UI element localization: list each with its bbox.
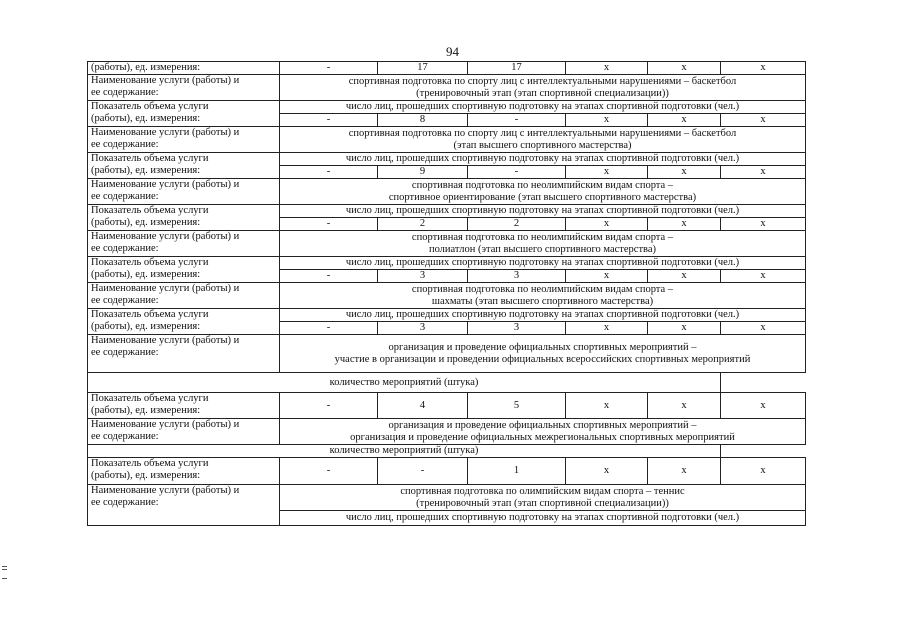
page-number: 94 (446, 44, 459, 59)
label-line: ее содержание: (91, 431, 159, 442)
value-cell: - (280, 270, 378, 283)
service-name-label (88, 127, 280, 153)
value-cell: x (566, 218, 648, 231)
label-line: Наименование услуги (работы) и (91, 485, 240, 496)
service-name-label (88, 485, 280, 526)
service-description-line: спортивная подготовка по олимпийским видам спорта – теннис (400, 485, 685, 497)
indicator-unit: число лиц, прошедших спортивную подготовку на этапах спортивной подготовки (чел.) (280, 153, 806, 166)
indicator-unit: число лиц, прошедших спортивную подготовку на этапах спортивной подготовки (чел.) (280, 309, 806, 322)
value-cell: x (566, 393, 648, 419)
indicator-label (88, 309, 280, 335)
label-line: ее содержание: (91, 347, 159, 358)
label-line: (работы), ед. измерения: (91, 321, 201, 332)
service-description-line: спортивная подготовка по неолимпийским видам спорта – (411, 179, 674, 191)
value-cell: x (648, 393, 721, 419)
value-cell: x (648, 114, 721, 127)
margin-mark (2, 566, 7, 567)
label-line: ее содержание: (91, 87, 159, 98)
value-cell: 3 (378, 322, 468, 335)
value-cell: x (721, 393, 806, 419)
value-cell: x (721, 166, 806, 179)
value-cell: x (566, 166, 648, 179)
indicator-label (88, 257, 280, 283)
value-cell: 2 (378, 218, 468, 231)
service-description-line: спортивное ориентирование (этап высшего спортивного мастерства) (388, 191, 697, 203)
indicator-unit: число лиц, прошедших спортивную подготовку на этапах спортивной подготовки (чел.) (280, 511, 806, 526)
table-row (88, 257, 806, 270)
service-description-line: полиатлон (этап высшего спортивного мастерства) (428, 243, 657, 255)
table-row (88, 309, 806, 322)
label-line: (работы), ед. измерения: (91, 269, 201, 280)
table-row (88, 283, 806, 309)
indicator-unit: число лиц, прошедших спортивную подготовку на этапах спортивной подготовки (чел.) (280, 205, 806, 218)
value-cell: x (648, 322, 721, 335)
value-cell: - (280, 114, 378, 127)
value-cell: 2 (468, 218, 566, 231)
value-cell: x (721, 458, 806, 485)
service-name-label (88, 179, 280, 205)
margin-mark (2, 578, 7, 579)
indicator-unit: число лиц, прошедших спортивную подготовку на этапах спортивной подготовки (чел.) (280, 101, 806, 114)
value-cell: x (566, 322, 648, 335)
label-line: (работы), ед. измерения: (91, 405, 201, 416)
table-row (88, 485, 806, 511)
label-line: (работы), ед. измерения: (91, 113, 201, 124)
value-cell: - (280, 458, 378, 485)
service-description-line: (этап высшего спортивного мастерства) (453, 139, 632, 151)
table-row (88, 75, 806, 101)
value-cell: - (378, 458, 468, 485)
value-cell: 17 (378, 62, 468, 75)
table-row (88, 373, 806, 393)
table-body (88, 62, 806, 526)
value-cell: 3 (468, 270, 566, 283)
service-name-label (88, 419, 280, 445)
indicator-label (88, 153, 280, 179)
service-description (280, 485, 806, 511)
value-cell: 3 (468, 322, 566, 335)
service-description-line: (тренировочный этап (этап спортивной специализации)) (416, 87, 669, 99)
value-cell: 3 (378, 270, 468, 283)
label-line: ее содержание: (91, 139, 159, 150)
label-line: Наименование услуги (работы) и (91, 179, 240, 190)
indicator-unit: число лиц, прошедших спортивную подготовку на этапах спортивной подготовки (чел.) (280, 257, 806, 270)
indicator-unit: количество мероприятий (штука) (88, 445, 721, 458)
label-line: (работы), ед. измерения: (91, 217, 201, 228)
value-cell: x (566, 458, 648, 485)
value-cell: x (721, 218, 806, 231)
indicator-label (88, 205, 280, 231)
table-row (88, 445, 806, 458)
table-row (88, 231, 806, 257)
service-description-line: организация и проведение официальных межрегиональных спортивных мероприятий (350, 431, 735, 443)
service-description-line: организация и проведение официальных спортивных мероприятий – (388, 419, 697, 431)
margin-mark (2, 569, 7, 570)
label-line: (работы), ед. измерения: (91, 470, 201, 481)
service-name-label (88, 335, 280, 373)
value-cell: x (648, 458, 721, 485)
table-row (88, 127, 806, 153)
service-description-line: организация и проведение официальных спортивных мероприятий – (388, 341, 697, 353)
service-description-line: спортивная подготовка по спорту лиц с интеллектуальными нарушениями – баскетбол (348, 127, 737, 139)
indicator-label (88, 101, 280, 127)
service-description (280, 283, 806, 309)
label-line: Наименование услуги (работы) и (91, 419, 240, 430)
service-description (280, 419, 806, 445)
value-cell: x (648, 218, 721, 231)
value-cell: x (566, 270, 648, 283)
label-line: Показатель объема услуги (91, 309, 209, 320)
value-cell: x (566, 114, 648, 127)
label-line: Показатель объема услуги (91, 257, 209, 268)
value-cell: x (566, 62, 648, 75)
value-cell: 4 (378, 393, 468, 419)
label-line: ее содержание: (91, 243, 159, 254)
value-cell: - (280, 218, 378, 231)
service-description-line: (тренировочный этап (этап спортивной специализации)) (416, 497, 669, 509)
value-cell: x (721, 270, 806, 283)
table-row (88, 62, 806, 75)
table-row (88, 458, 806, 485)
value-cell: - (280, 166, 378, 179)
label-line: (работы), ед. измерения: (91, 165, 201, 176)
service-description (280, 75, 806, 101)
value-cell: - (468, 114, 566, 127)
service-description (280, 179, 806, 205)
value-cell: x (648, 270, 721, 283)
service-description-line: спортивная подготовка по неолимпийским видам спорта – (411, 231, 674, 243)
service-name-label (88, 75, 280, 101)
label-line: Наименование услуги (работы) и (91, 75, 240, 86)
table-row (88, 101, 806, 114)
service-name-label (88, 283, 280, 309)
label-line: Показатель объема услуги (91, 153, 209, 164)
table-row (88, 335, 806, 373)
value-cell: 17 (468, 62, 566, 75)
table-row (88, 419, 806, 445)
table-row (88, 153, 806, 166)
table-row (88, 179, 806, 205)
value-cell: - (280, 62, 378, 75)
service-description (280, 127, 806, 153)
value-cell: x (648, 62, 721, 75)
label-line: ее содержание: (91, 295, 159, 306)
indicator-label (88, 393, 280, 419)
label-line: ее содержание: (91, 497, 159, 508)
service-description (280, 335, 806, 373)
value-cell: x (721, 322, 806, 335)
table-row (88, 393, 806, 419)
service-description-line: спортивная подготовка по спорту лиц с интеллектуальными нарушениями – баскетбол (348, 75, 737, 87)
service-description-line: участие в организации и проведении официальных всероссийских спортивных мероприятий (334, 353, 751, 365)
indicator-unit: количество мероприятий (штука) (88, 373, 721, 393)
value-cell: x (648, 166, 721, 179)
service-description-line: шахматы (этап высшего спортивного мастерства) (431, 295, 654, 307)
value-cell: 9 (378, 166, 468, 179)
label-line: Показатель объема услуги (91, 205, 209, 216)
value-cell: x (721, 114, 806, 127)
service-indicators-table (87, 61, 806, 526)
service-description-line: спортивная подготовка по неолимпийским видам спорта – (411, 283, 674, 295)
value-cell: 8 (378, 114, 468, 127)
label-line: Наименование услуги (работы) и (91, 283, 240, 294)
label-line: Показатель объема услуги (91, 458, 209, 469)
value-cell: 5 (468, 393, 566, 419)
value-cell: - (468, 166, 566, 179)
value-cell: - (280, 322, 378, 335)
label-line: Наименование услуги (работы) и (91, 231, 240, 242)
indicator-label (88, 458, 280, 485)
label-line: ее содержание: (91, 191, 159, 202)
value-cell: 1 (468, 458, 566, 485)
value-cell: - (280, 393, 378, 419)
service-name-label (88, 231, 280, 257)
label-line: Показатель объема услуги (91, 393, 209, 404)
table-row (88, 205, 806, 218)
label-line: Наименование услуги (работы) и (91, 335, 240, 346)
indicator-label: (работы), ед. измерения: (88, 62, 280, 75)
label-line: Наименование услуги (работы) и (91, 127, 240, 138)
value-cell: x (721, 62, 806, 75)
label-line: Показатель объема услуги (91, 101, 209, 112)
service-description (280, 231, 806, 257)
